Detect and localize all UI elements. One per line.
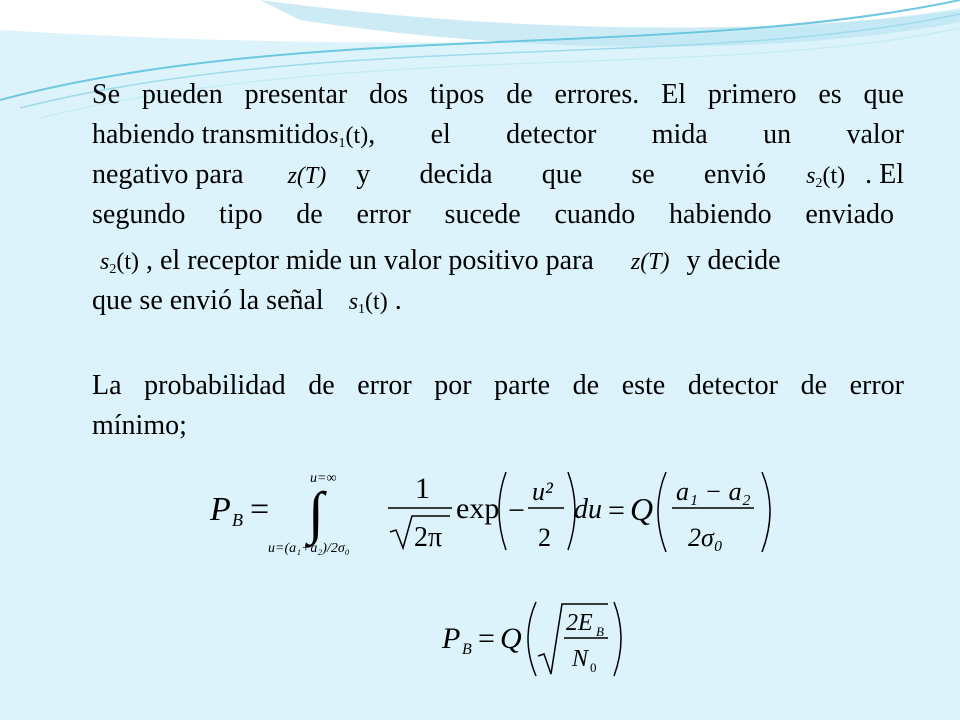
math-s1-t-second: $s_1(t)$ [348, 289, 388, 317]
formula1-minus: − [508, 494, 525, 527]
math-s1-t: $s_1(t)$ [329, 123, 369, 151]
paragraph-2-line-2: mínimo; [92, 410, 187, 441]
formula2-num-sub: B [596, 624, 604, 639]
text-negativo-para: negativo para [92, 159, 244, 190]
formula1-eq2: = [608, 494, 625, 527]
formula-error-probability-q [430, 596, 630, 680]
math-s2-t: $s_2(t)$ [806, 163, 846, 191]
math-z-T-second: z(T) [630, 249, 670, 275]
paragraph-1-line-6 [92, 281, 904, 321]
formula2-lhs: P [442, 622, 461, 655]
formula1-lhs-sub: B [232, 510, 243, 530]
math-z-T: z(T) [287, 163, 327, 189]
formula-error-probability-integral [200, 462, 780, 562]
formula1-lower-limit: u=(a₁+a₂)/2σ₀ [268, 541, 350, 556]
formula2-lhs-sub: B [462, 641, 472, 658]
formula1-exp: exp [456, 492, 500, 525]
formula1-upper-limit: u=∞ [310, 471, 337, 486]
formula1-q-lparen [658, 472, 666, 552]
paragraph-1-line-5 [92, 241, 904, 281]
paragraph-1-line-4: segundo tipo de error sucede cuando habiendo enviado [92, 199, 894, 230]
formula2-lparen [528, 602, 536, 676]
integral-sign: ∫ [308, 480, 324, 545]
formula2-eq: = [478, 622, 495, 655]
formula1-frac-den: 2π [414, 522, 443, 553]
formula2-Q: Q [500, 622, 522, 655]
formula1-frac-num: 1 [415, 472, 430, 505]
paragraph-2-line-1: La probabilidad de error por parte de este detector de error [92, 370, 904, 401]
formula1-lhs: P [210, 491, 231, 528]
paragraph-1-line-3 [92, 155, 904, 195]
formula2-rparen [614, 602, 621, 676]
text-detector-mida: , el detector mida un valor [368, 119, 904, 150]
text-se-envio-la-senal: que se envió la señal [92, 285, 324, 316]
text-habiendo-transmitido: habiendo transmitido [92, 119, 330, 150]
text-period: . [394, 285, 402, 316]
math-s2-t-second: $s_2(t)$ [100, 249, 139, 277]
paragraph-1-line-1: Se pueden presentar dos tipos de errores. El primero es que [92, 79, 904, 110]
text-y-decide: y decide [686, 245, 781, 276]
formula1-exp-den: 2 [538, 523, 551, 552]
formula1-Q: Q [630, 491, 654, 527]
formula2-num: 2E [566, 610, 593, 636]
text-receptor-mide: , el receptor mide un valor positivo para [146, 245, 594, 276]
paragraph-2 [92, 366, 904, 446]
formula1-q-num: a₁ − a₂ [676, 477, 751, 506]
formula2-den: N [572, 646, 589, 672]
text-el: . El [865, 159, 904, 190]
text-y-decida: y decida que se envió [356, 159, 767, 190]
paragraph-1 [92, 75, 904, 321]
formula1-du: du [574, 494, 602, 525]
formula1-q-den: 2σ₀ [688, 523, 723, 552]
paragraph-1-line-2 [92, 115, 904, 155]
formula1-q-rparen [762, 472, 770, 552]
formula1-lparen [499, 472, 506, 550]
formula2-den-sub: 0 [590, 660, 597, 675]
formula1-exp-num: u² [532, 477, 553, 506]
formula1-eq: = [250, 491, 270, 528]
